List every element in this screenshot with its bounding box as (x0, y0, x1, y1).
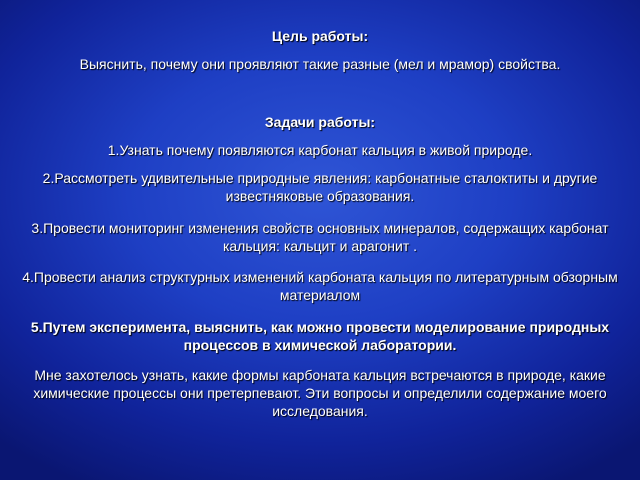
tasks-heading: Задачи работы: (264, 114, 376, 130)
task-item-3: 3.Провести мониторинг изменения свойств основных минералов, содержащих карбонат кальция: кальцит и арагонит . (31, 220, 609, 254)
task-item-4: 4.Провести анализ структурных изменений карбоната кальция по литературным обзорным материалом (22, 269, 618, 303)
task-item-1: 1.Узнать почему появляются карбонат кальция в живой природе. (107, 142, 533, 158)
task-item-5: 5.Путем эксперимента, выяснить, как можно провести моделирование природных процессов в химической лаборатории. (30, 319, 610, 353)
goal-text: Выяснить, почему они проявляют такие разные (мел и мрамор) свойства. (79, 56, 561, 72)
closing-paragraph: Мне захотелось узнать, какие формы карбоната кальция встречаются в природе, какие химические процессы они претерпевают. Эти вопросы и определили содержание моего исследования. (33, 367, 607, 419)
goal-heading: Цель работы: (271, 28, 369, 44)
task-item-2: 2.Рассмотреть удивительные природные явления: карбонатные сталоктиты и другие известняковые образования. (42, 170, 598, 204)
